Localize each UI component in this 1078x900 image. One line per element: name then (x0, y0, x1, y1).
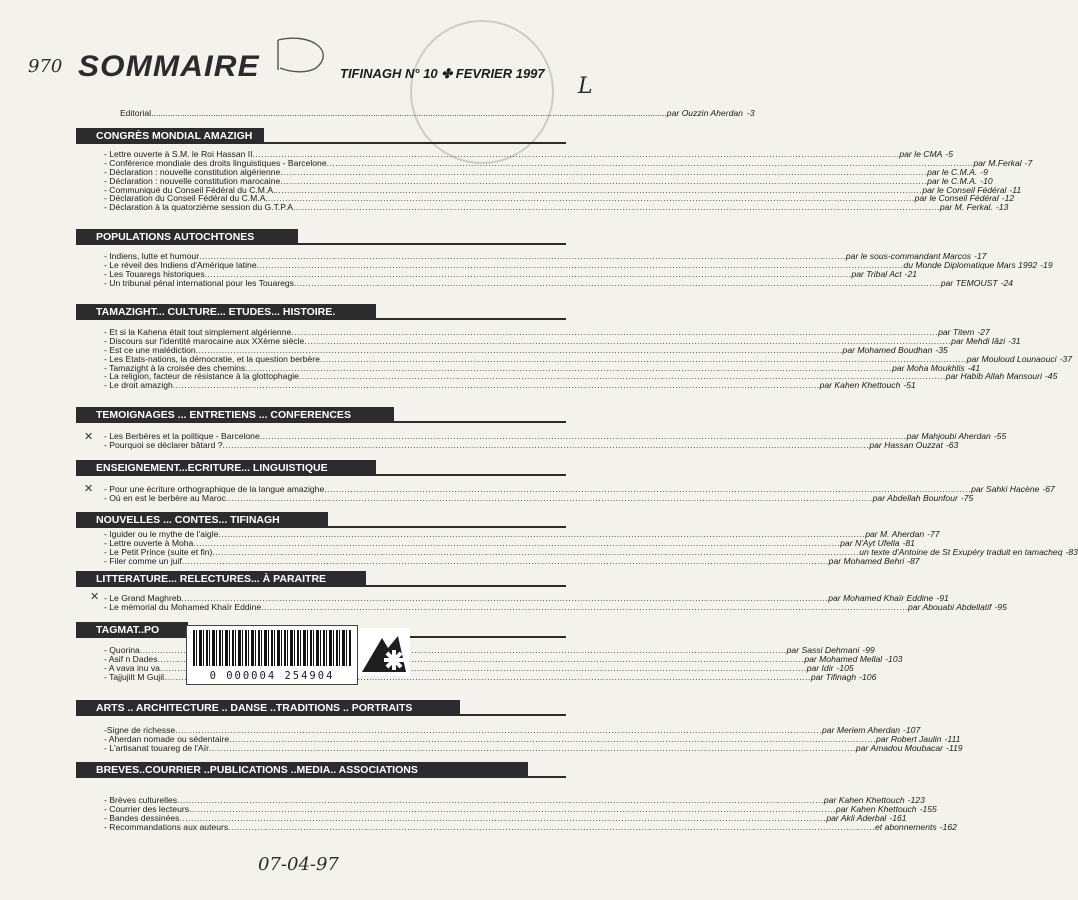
toc-entry (104, 601, 1007, 612)
check-mark-icon: ✕ (84, 483, 94, 495)
section-header (76, 128, 566, 144)
entry-author: par Amadou Moubacar (855, 742, 943, 753)
entry-author: et abonnements (875, 821, 937, 832)
entry-title: - A vava inu va (104, 662, 160, 673)
issue-info: TIFINAGH N° 10 ✤ FEVRIER 1997 (340, 66, 545, 81)
entry-author: par Mouloud Lounaouci (966, 353, 1057, 364)
entry-title: - Iguider ou le mythe de l'aigle (104, 529, 219, 539)
entry-title: - Lettre ouverte à S.M. le Roi Hassan II (104, 149, 253, 159)
section-header (76, 460, 566, 476)
entry-title: - Les Touaregs historiques (104, 268, 205, 279)
entry-author: par M.Ferkal (973, 157, 1022, 168)
section-rule (264, 142, 566, 144)
section-items (104, 725, 963, 753)
leader-dots (293, 203, 940, 212)
section-title: TEMOIGNAGES ... ENTRETIENS ... CONFERENCES (76, 407, 394, 423)
barcode-number: 0 000004 254904 (209, 670, 335, 682)
entry-page: -106 (859, 671, 877, 682)
entry-page: -87 (907, 555, 920, 566)
entry-title: - Le mémorial du Mohamed Khaïr Eddine (104, 601, 262, 612)
entry-author: par Abouabi Abdellatif (907, 601, 992, 612)
section-items (104, 149, 1033, 213)
entry-author: par Mohamed Behri (828, 555, 905, 566)
entry-author: par Sassi Dehmani (786, 645, 860, 655)
toc-entry (104, 821, 957, 832)
entry-author: un texte d'Antoine de St Exupéry traduit en tamacheq (859, 546, 1063, 557)
section-title: NOUVELLES ... CONTES... TIFINAGH (76, 512, 328, 528)
toc-entry (104, 742, 963, 753)
entry-author: par Kahen Khettouch (835, 803, 917, 814)
entry-author: par Hassan Ouzzat (869, 439, 943, 450)
editorial-title: Editorial (120, 108, 152, 118)
entry-author: par le Conseil Fédéral (914, 193, 999, 204)
leader-dots (261, 603, 908, 612)
toc-entry (104, 555, 920, 566)
entry-author: par Akli Aderbal (826, 812, 887, 823)
entry-title: - Un tribunal pénal international pour les Touaregs (104, 277, 294, 288)
entry-title: - Courrier des lecteurs (104, 803, 190, 814)
section-title: ENSEIGNEMENT...ECRITURE... LINGUISTIQUE (76, 460, 376, 476)
entry-title: - Les Etats-nations, la démocratie, et la question berbère (104, 353, 320, 364)
entry-author: par Robert Jaulin (876, 733, 942, 744)
entry-author: par Tifinagh (810, 671, 857, 682)
section-header (76, 512, 566, 528)
toc-entry (104, 380, 916, 391)
section-title: POPULATIONS AUTOCHTONES (76, 229, 298, 245)
entry-author: par le C.M.A. (927, 166, 978, 177)
entry-title: - Le droit amazigh (104, 380, 173, 391)
entry-title: - Tajjujilt M Gujil (104, 671, 165, 682)
entry-page: -7 (1024, 157, 1033, 168)
entry-author: du Monde Diplomatique Mars 1992 (903, 259, 1038, 270)
entry-page: -17 (974, 251, 987, 261)
entry-title: - Quorina (104, 645, 140, 655)
entry-page: -75 (960, 492, 974, 503)
leader-dots (222, 441, 869, 450)
entry-page: -55 (993, 431, 1007, 441)
entry-title: - Les Berbères et la politique - Barcelone (104, 431, 260, 441)
section-items (104, 795, 957, 832)
entry-author: par Mohamed Khaïr Eddine (828, 593, 934, 603)
toc-entry (104, 439, 959, 450)
entry-title: - Tamazight à la croisée des chemins (104, 362, 246, 373)
section-rule (328, 526, 566, 528)
entry-title: - Pour une écriture orthographique de la langue amazighe (104, 484, 325, 494)
editorial-row (120, 108, 755, 118)
section-title: LITTERATURE... RELECTURES... À PARAITRE (76, 571, 366, 587)
entry-title: - Déclaration du Conseil Fédéral du C.M.A. (104, 193, 268, 204)
entry-author: par le CMA (899, 149, 943, 159)
entry-page: -27 (977, 327, 990, 337)
entry-author: par Idir (806, 662, 834, 673)
leader-dots (173, 381, 820, 390)
entry-page: -13 (995, 202, 1009, 213)
section-header (76, 571, 566, 587)
entry-title: - Déclaration : nouvelle constitution algérienne (104, 166, 281, 177)
entry-title: - Bandes dessinées (104, 812, 180, 823)
entry-page: -95 (994, 601, 1007, 612)
section-rule (528, 776, 566, 778)
entry-title: - Le Petit Prince (suite et fin) (104, 546, 213, 557)
section-items (104, 251, 1053, 288)
entry-author: par Sahki Hacène (971, 484, 1040, 494)
entry-page: -63 (945, 439, 959, 450)
section-rule (366, 585, 566, 587)
section-items (104, 529, 1078, 566)
entry-title: - Déclaration : nouvelle constitution marocaine (104, 175, 281, 186)
entry-page: -9 (980, 166, 988, 177)
entry-author: par Tribal Act (851, 268, 902, 279)
entry-page: -123 (907, 795, 925, 805)
entry-author: par M. Ferkal. (939, 202, 993, 213)
entry-page: -19 (1040, 259, 1053, 270)
leader-dots: ........................................................................................................................................................................................................................ (151, 108, 667, 118)
entry-title: - Déclaration à la quatorzième session du G.T.P.A (104, 202, 293, 213)
entry-author: par Mohamed Mellal (804, 653, 883, 664)
section-items (104, 327, 1072, 391)
pen-scribble (272, 32, 342, 78)
section-title: TAMAZIGHT... CULTURE... ETUDES... HISTOIRE. (76, 304, 376, 320)
entry-page: -31 (1008, 335, 1021, 346)
entry-page: -21 (904, 268, 918, 279)
leader-dots (209, 744, 856, 753)
entry-page: -83 (1065, 546, 1078, 557)
section-rule (460, 714, 566, 716)
barcode (186, 625, 358, 685)
entry-page: -162 (939, 821, 957, 832)
section-title: ARTS .. ARCHITECTURE .. DANSE ..TRADITIONS .. PORTRAITS (76, 700, 460, 716)
toc-entry (104, 202, 1009, 213)
entry-author: par Meriem Aherdan (822, 725, 901, 735)
section-title: TAGMAT..PO (76, 622, 188, 638)
entry-title: - Communiqué du Conseil Fédéral du C.M.A. (104, 184, 276, 195)
entry-title: - Brèves culturelles (104, 795, 178, 805)
entry-title: - Discours sur l'identité marocaine aux XXème siècle (104, 335, 305, 346)
check-mark-icon: ✕ (90, 591, 100, 603)
entry-page: -11 (1009, 184, 1022, 195)
entry-title: - Où en est le berbère au Maroc (104, 492, 226, 503)
entry-page: -35 (935, 344, 948, 355)
entry-author: par Mohamed Boudhan (842, 344, 933, 355)
leader-dots (226, 494, 873, 503)
entry-author: par Mahjoubi Aherdan (906, 431, 991, 441)
entry-title: - L'artisanat touareg de l'Aïr (104, 742, 210, 753)
entry-title: - Est ce une malédiction (104, 344, 196, 355)
entry-page: -45 (1044, 371, 1058, 382)
toc-entry (104, 492, 974, 503)
entry-title: - Pourquoi se déclarer bâtard ? (104, 439, 223, 450)
entry-page: -119 (945, 742, 963, 753)
entry-author: par Kahen Khettouch (819, 380, 901, 391)
toc-entry (104, 277, 1014, 288)
section-items (104, 593, 1007, 612)
section-items (104, 484, 1055, 503)
entry-author: par le Conseil Fédéral (922, 184, 1007, 195)
entry-title: - Indiens, lutte et humour (104, 251, 200, 261)
entry-title: - Le réveil des Indiens d'Amérique latine (104, 259, 257, 270)
page-title: SOMMAIRE (78, 50, 260, 83)
entry-page: -105 (836, 662, 854, 673)
entry-page: -51 (903, 380, 916, 391)
entry-title: - Recommandations aux auteurs (104, 821, 229, 832)
entry-author: par Habib Allah Mansouri (945, 371, 1042, 382)
section-header (76, 304, 566, 320)
entry-page: -155 (919, 803, 937, 814)
section-title: CONGRÈS MONDIAL AMAZIGH (76, 128, 264, 144)
entry-page: -67 (1042, 484, 1055, 494)
entry-title: - Conférence mondiale des droits linguistiques - Barcelone (104, 157, 327, 168)
entry-title: - Lettre ouverte à Moha (104, 537, 194, 548)
entry-author: par Moha Moukhlis (892, 362, 965, 373)
section-rule (376, 474, 566, 476)
entry-title: -Signe de richesse (104, 725, 176, 735)
entry-title: - Filer comme un juif (104, 555, 182, 566)
entry-page: -10 (980, 175, 993, 186)
entry-page: -77 (927, 529, 940, 539)
entry-page: -99 (862, 645, 875, 655)
entry-author: par Mehdi Iâzi (951, 335, 1006, 346)
entry-page: -111 (944, 733, 961, 744)
entry-author: par M. Aherdan (865, 529, 925, 539)
entry-author: par Titem (938, 327, 975, 337)
section-title: BREVES..COURRIER ..PUBLICATIONS ..MEDIA.. ASSOCIATIONS (76, 762, 528, 778)
section-items (104, 431, 1007, 450)
tifinagh-logo (358, 628, 410, 676)
entry-author: par N'Ayt Ufella (840, 537, 900, 548)
entry-page: -91 (936, 593, 949, 603)
entry-author: par le sous-commandant Marcos (845, 251, 972, 261)
entry-title: - Le Grand Maghreb (104, 593, 182, 603)
entry-page: -103 (885, 653, 903, 664)
entry-author: par TEMOUST (940, 277, 998, 288)
section-header (76, 762, 566, 778)
entry-title: - Aherdan nomade ou sédentaire (104, 733, 230, 744)
editorial-page: -3 (746, 108, 755, 118)
editorial-author: par Ouzzin Aherdan (666, 108, 743, 118)
entry-page: -12 (1001, 193, 1015, 204)
section-header (76, 229, 566, 245)
leader-dots (182, 557, 829, 566)
check-mark-icon: ✕ (84, 431, 94, 443)
entry-page: -81 (902, 537, 915, 548)
entry-title: - Asif n Dades (104, 653, 158, 664)
entry-page: -107 (903, 725, 921, 735)
entry-page: -41 (967, 362, 981, 373)
leader-dots (294, 279, 941, 288)
section-rule (376, 318, 566, 320)
leader-dots (228, 823, 875, 832)
entry-page: -24 (1000, 277, 1014, 288)
entry-page: -161 (889, 812, 907, 823)
entry-title: - Et si la Kahena était tout simplement algérienne (104, 327, 292, 337)
handwritten-date: 07-04-97 (258, 854, 339, 875)
entry-author: par Abdellah Bounfour (872, 492, 958, 503)
entry-author: par Kahen Khettouch (823, 795, 905, 805)
entry-title: - La religion, facteur de résistance à la glottophagie (104, 371, 299, 382)
entry-page: -5 (945, 149, 954, 159)
section-header (76, 700, 566, 716)
section-header (76, 407, 566, 423)
section-rule (394, 421, 566, 423)
entry-page: -37 (1059, 353, 1072, 364)
entry-author: par le C.M.A. (927, 175, 978, 186)
margin-note: L (578, 74, 593, 99)
handwritten-number: 970 (28, 56, 63, 77)
section-rule (298, 243, 566, 245)
barcode-bars (193, 630, 351, 666)
